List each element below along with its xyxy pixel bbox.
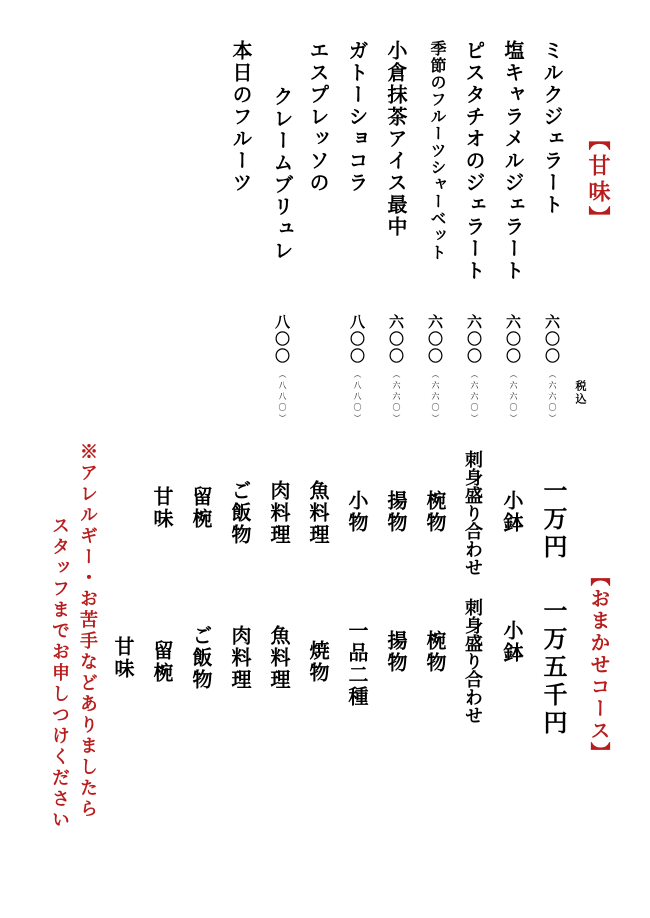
course1-item: 魚料理 xyxy=(306,480,330,546)
sweet-item-tax-price: （八八〇） xyxy=(353,370,362,425)
course2-item: 一品二種 xyxy=(345,620,369,708)
sweet-item-tax-price: （六六〇） xyxy=(548,370,557,425)
course2-item: 留椀 xyxy=(150,640,174,684)
course1-item: 小鉢 xyxy=(500,490,524,534)
sweet-item-name: 塩キャラメルジェラート xyxy=(501,40,525,282)
sweet-item-price: 八〇〇 xyxy=(273,314,291,365)
sweet-item-price: 六〇〇 xyxy=(543,314,561,365)
sweet-item-price: 六〇〇 xyxy=(465,314,483,365)
course2-item: 魚料理 xyxy=(267,625,291,691)
course2-item: 小鉢 xyxy=(500,620,524,664)
course1-price: 一万円 xyxy=(539,478,568,562)
sweet-item-price: 六〇〇 xyxy=(504,314,522,365)
course1-item: ご飯物 xyxy=(228,480,252,546)
sweet-item-tax-price: （八八〇） xyxy=(278,370,287,425)
sweet-item-tax-price: （六六〇） xyxy=(470,370,479,425)
sweet-item-tax-price: （六六〇） xyxy=(392,370,401,425)
sweet-item-name: 本日のフルーツ xyxy=(229,40,253,194)
course2-item: 刺身盛り合わせ xyxy=(462,598,483,724)
course2-item: 揚物 xyxy=(384,630,408,674)
course1-item: 椀物 xyxy=(423,490,447,534)
course2-price: 一万五千円 xyxy=(539,598,568,738)
sweet-item-name: エスプレッソの xyxy=(306,40,330,194)
course2-item: ご飯物 xyxy=(189,625,213,691)
sweet-item-name: ピスタチオのジェラート xyxy=(462,40,486,282)
sweet-item-name: 小倉抹茶アイス最中 xyxy=(384,40,408,238)
course1-item: 肉料理 xyxy=(267,480,291,546)
sweet-item-price: 六〇〇 xyxy=(426,314,444,365)
course2-item: 椀物 xyxy=(423,630,447,674)
course1-item: 留椀 xyxy=(189,486,213,530)
course1-item: 小物 xyxy=(345,490,369,534)
course1-item: 刺身盛り合わせ xyxy=(462,450,483,576)
sweet-item-name: ガトーショコラ xyxy=(345,40,369,194)
allergy-note-line2: スタッフまでお申しつけください xyxy=(49,516,70,831)
course1-item: 揚物 xyxy=(384,490,408,534)
course1-item: 甘味 xyxy=(150,486,174,530)
sweets-heading: 【甘味】 xyxy=(585,128,611,232)
course2-item: 肉料理 xyxy=(228,625,252,691)
course2-item: 焼物 xyxy=(306,640,330,684)
omakase-heading: 【おまかせコース】 xyxy=(587,566,611,764)
sweet-item-tax-price: （六六〇） xyxy=(509,370,518,425)
sweet-item-name: クレームブリュレ xyxy=(270,86,294,262)
sweet-item-tax-price: （六六〇） xyxy=(431,370,440,425)
sweet-item-name: 季節のフルーツシャーベット xyxy=(428,40,447,261)
sweet-item-price: 六〇〇 xyxy=(387,314,405,365)
sweet-item-name: ミルクジェラート xyxy=(540,40,564,216)
sweet-item-price: 八〇〇 xyxy=(348,314,366,365)
course2-item: 甘味 xyxy=(111,636,135,680)
tax-label: 税込 xyxy=(574,380,587,406)
allergy-note-line1: ※アレルギー・お苦手などありましたら xyxy=(77,442,98,820)
